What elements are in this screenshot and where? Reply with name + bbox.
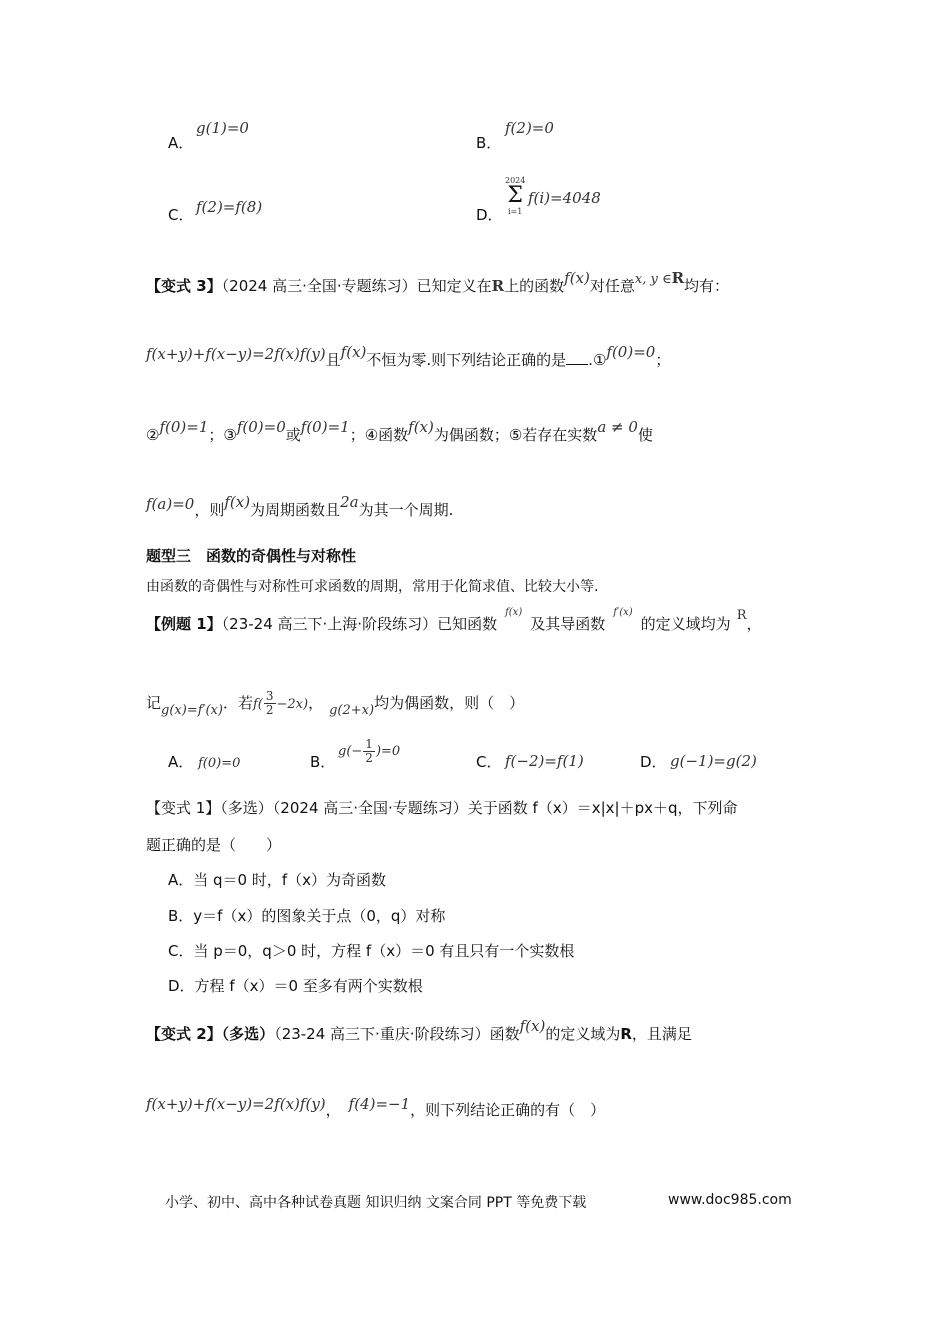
variant3-text: 均有： bbox=[684, 277, 730, 295]
option-c-label: C． bbox=[168, 206, 194, 224]
variant3-line2 bbox=[146, 343, 671, 370]
variant3-text: ，则 bbox=[194, 501, 225, 519]
option-a-formula: g(1)=0 bbox=[196, 119, 249, 137]
variant1-line1: 【变式 1】（多选）（2024 高三·全国·专题练习）关于函数 f（x）＝x|x|＋px＋q，下列命 bbox=[146, 799, 738, 817]
example1-text: 均为偶函数，则（ ） bbox=[374, 694, 525, 712]
variant3-text: ； bbox=[655, 351, 671, 369]
footer-url[interactable]: www.doc985.com bbox=[668, 1192, 792, 1208]
ex1-b-post: )=0 bbox=[375, 744, 401, 759]
variant3-c5: a ≠ 0 bbox=[597, 418, 638, 436]
variant3-c3a: f(0)=0 bbox=[236, 418, 286, 436]
variant2-tag: 【变式 2】 bbox=[146, 1025, 222, 1043]
variant3-text: 对任意 bbox=[589, 277, 635, 295]
variant3-text: ；③ bbox=[208, 426, 237, 444]
variant3-text: .① bbox=[588, 351, 607, 369]
example1-tag: 【例题 1】 bbox=[146, 615, 222, 633]
example1-text: ．若 bbox=[222, 694, 253, 712]
example1-fpx: f′(x) bbox=[613, 607, 633, 618]
section-intro: 由函数的奇偶性与对称性可求函数的周期，常用于化简求值、比较大小等. bbox=[146, 579, 599, 595]
ex1-b-num: 1 bbox=[365, 737, 373, 751]
example1-fx: f(x) bbox=[505, 607, 523, 618]
variant3-text: ；④函数 bbox=[349, 426, 409, 444]
example1-text: 记 bbox=[146, 694, 162, 712]
variant3-R2: R bbox=[671, 269, 685, 287]
variant2-R: R bbox=[620, 1025, 632, 1043]
example1-source: （23-24 高三下·上海·阶段练习）已知函数 bbox=[221, 615, 498, 633]
ex1-option-a-formula: f(0)=0 bbox=[198, 756, 241, 771]
variant1-option-b: B．y＝f（x）的图象关于点（0，q）对称 bbox=[168, 907, 446, 925]
variant3-text: 为偶函数；⑤若存在实数 bbox=[433, 426, 598, 444]
answer-blank bbox=[566, 350, 588, 365]
example1-gdef: g(x)=f′(x) bbox=[161, 703, 223, 718]
example1-line2 bbox=[146, 690, 524, 717]
sum-lower-limit: i=1 bbox=[508, 207, 523, 216]
option-b-label: B． bbox=[476, 134, 502, 152]
option-d-label: D． bbox=[476, 206, 503, 224]
ex1-option-a-label: A． bbox=[168, 753, 194, 771]
ex1-option-d-label: D． bbox=[640, 753, 667, 771]
variant3-c2: f(0)=1 bbox=[159, 418, 209, 436]
variant2-source: （23-24 高三下·重庆·阶段练习）函数 bbox=[274, 1025, 520, 1043]
section-title: 题型三 函数的奇偶性与对称性 bbox=[146, 547, 357, 565]
variant3-tag: 【变式 3】 bbox=[146, 277, 222, 295]
variant3-c3b: f(0)=1 bbox=[300, 418, 350, 436]
variant3-fa: f(a)=0 bbox=[146, 495, 195, 513]
ex1-option-c-label: C． bbox=[476, 753, 502, 771]
option-c-formula: f(2)=f(8) bbox=[196, 198, 263, 216]
variant1-option-d: D．方程 f（x）＝0 至多有两个实数根 bbox=[168, 977, 423, 995]
sum-upper-limit: 2024 bbox=[505, 176, 526, 185]
variant3-fx: f(x) bbox=[564, 269, 590, 287]
footer-text: 小学、初中、高中各种试卷真题 知识归纳 文案合同 PPT 等免费下载 bbox=[165, 1195, 587, 1211]
example1-text: ， bbox=[746, 615, 762, 633]
variant3-line3 bbox=[146, 418, 653, 445]
variant3-line1 bbox=[146, 269, 730, 298]
example1-text: 及其导函数 bbox=[530, 615, 606, 633]
variant1-line2: 题正确的是（ ） bbox=[146, 836, 282, 854]
variant2-text: ，且满足 bbox=[631, 1025, 692, 1043]
variant3-xy: x, y ∈ bbox=[634, 272, 672, 287]
variant1-option-c: C．当 p＝0，q＞0 时，方程 f（x）＝0 有且只有一个实数根 bbox=[168, 942, 575, 960]
example1-f-pre: f( bbox=[252, 697, 263, 712]
variant2-text: 的定义域为 bbox=[545, 1025, 621, 1043]
variant1-option-a: A．当 q＝0 时，f（x）为奇函数 bbox=[168, 871, 387, 889]
example1-text: 的定义域均为 bbox=[640, 615, 731, 633]
option-b-formula: f(2)=0 bbox=[505, 119, 554, 137]
variant2-f4: f(4)=−1 bbox=[348, 1095, 411, 1113]
variant2-line1 bbox=[146, 1017, 692, 1044]
fraction-denominator: 2 bbox=[265, 703, 274, 717]
ex1-option-d-formula: g(−1)=g(2) bbox=[670, 752, 757, 770]
variant2-fx: f(x) bbox=[519, 1017, 546, 1035]
ex1-b-den: 2 bbox=[365, 751, 373, 765]
fraction-numerator: 3 bbox=[265, 689, 274, 703]
variant3-text: ② bbox=[146, 426, 160, 444]
option-a-label: A． bbox=[168, 134, 194, 152]
variant2-line2 bbox=[146, 1095, 606, 1120]
ex1-option-b-formula bbox=[338, 738, 400, 765]
example1-R: R bbox=[736, 608, 747, 623]
variant3-text: 不恒为零.则下列结论正确的是 bbox=[366, 351, 567, 369]
variant3-equation: f(x+y)+f(x−y)=2f(x)f(y) bbox=[146, 345, 326, 363]
variant3-fx2: f(x) bbox=[340, 343, 367, 361]
variant3-fx4: f(x) bbox=[224, 493, 251, 511]
example1-g2x: g(2+x) bbox=[329, 703, 375, 718]
variant3-fx3: f(x) bbox=[408, 418, 434, 436]
variant3-text: 为周期函数且 bbox=[250, 501, 341, 519]
variant3-text: 或 bbox=[285, 426, 301, 444]
example1-text: ， bbox=[308, 694, 324, 712]
variant3-text: 为其一个周期. bbox=[358, 501, 454, 519]
option-d-formula: f(i)=4048 bbox=[528, 189, 601, 207]
sum-symbol: 2024 Σ i=1 bbox=[505, 176, 526, 216]
variant2-text: ， bbox=[325, 1101, 341, 1119]
variant3-R: R bbox=[491, 277, 505, 295]
variant3-2a: 2a bbox=[340, 493, 359, 511]
example1-line1 bbox=[146, 607, 762, 637]
ex1-option-c-formula: f(−2)=f(1) bbox=[505, 752, 584, 770]
variant2-multi: （多选） bbox=[221, 1025, 275, 1043]
variant3-source: （2024 高三·全国·专题练习）已知定义在 bbox=[221, 277, 492, 295]
variant3-text: 上的函数 bbox=[504, 277, 565, 295]
variant3-line4 bbox=[146, 493, 454, 520]
ex1-b-pre: g(− bbox=[338, 744, 363, 759]
variant3-text: 使 bbox=[637, 426, 653, 444]
variant2-text: ，则下列结论正确的有（ ） bbox=[410, 1101, 606, 1119]
ex1-option-b-label: B． bbox=[310, 753, 336, 771]
variant3-text: 且 bbox=[325, 351, 341, 369]
example1-f-post: −2x) bbox=[276, 697, 309, 712]
variant2-equation: f(x+y)+f(x−y)=2f(x)f(y) bbox=[146, 1095, 326, 1113]
example1-fraction bbox=[264, 690, 276, 717]
variant3-c1: f(0)=0 bbox=[606, 343, 656, 361]
